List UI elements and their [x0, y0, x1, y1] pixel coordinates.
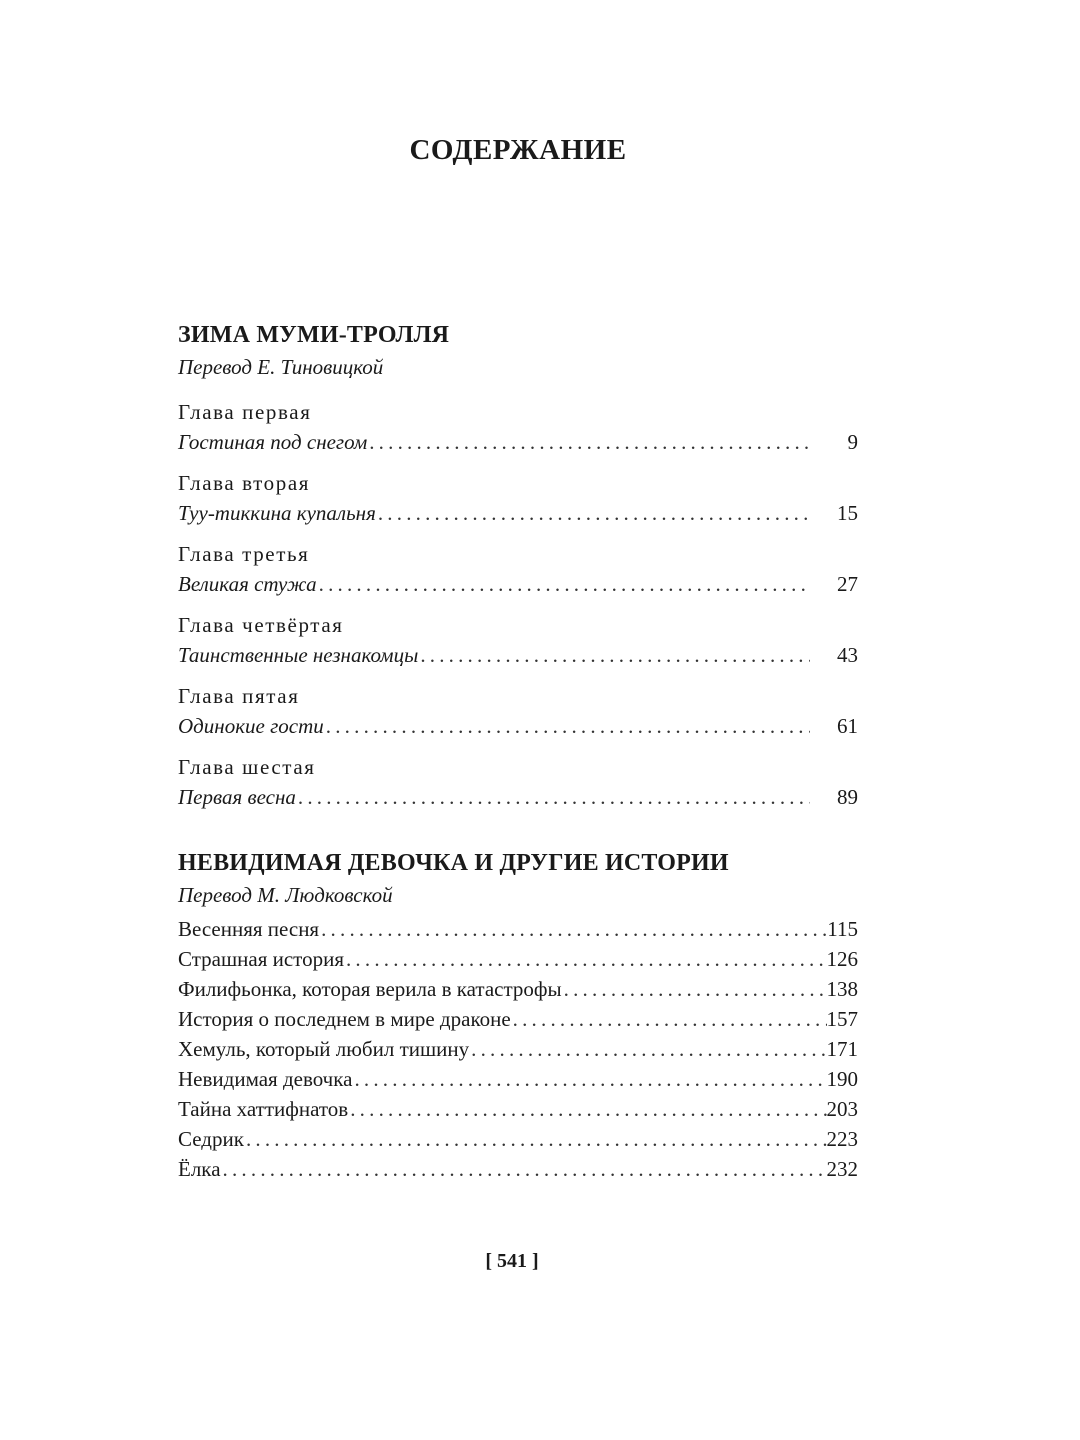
toc-entry[interactable]: [178, 944, 858, 974]
translator-credit: Перевод М. Людковской: [178, 883, 393, 907]
dot-leader: [420, 640, 810, 670]
page-ref: 61: [837, 714, 858, 738]
page-ref: 115: [827, 917, 858, 941]
page-ref: 171: [826, 1037, 858, 1061]
translator-credit: Перевод Е. Тиновицкой: [178, 355, 384, 379]
toc-entry[interactable]: [178, 914, 858, 944]
story-title: Страшная история: [178, 947, 344, 971]
toc-chapter: [178, 682, 858, 741]
chapter-title: Гостиная под снегом: [178, 430, 368, 454]
story-title: Хемуль, который любил тишину: [178, 1037, 470, 1061]
chapter-title: Одинокие гости: [178, 714, 324, 738]
dot-leader: [321, 914, 827, 944]
toc-section-winter: [178, 318, 858, 812]
page-ref: 138: [826, 977, 858, 1001]
toc-entry[interactable]: [178, 498, 858, 528]
toc-entry[interactable]: [178, 974, 858, 1004]
dot-leader: [223, 1154, 827, 1184]
dot-leader: [346, 944, 827, 974]
page-ref: 157: [826, 1007, 858, 1031]
dot-leader: [326, 711, 810, 741]
toc-entry[interactable]: [178, 1064, 858, 1094]
chapter-title: Таинственные незнакомцы: [178, 643, 419, 667]
toc-entry[interactable]: [178, 782, 858, 812]
section-title: ЗИМА МУМИ-ТРОЛЛЯ: [178, 322, 450, 348]
dot-leader: [513, 1004, 827, 1034]
story-title: Тайна хаттифнатов: [178, 1097, 349, 1121]
page-ref: 190: [826, 1067, 858, 1091]
dot-leader: [319, 569, 810, 599]
page-number: [ 541 ]: [485, 1250, 539, 1272]
page-ref: 126: [826, 947, 858, 971]
toc-chapter: [178, 611, 858, 670]
dot-leader: [246, 1124, 827, 1154]
chapter-label: Глава первая: [178, 400, 312, 424]
page-ref: 27: [837, 572, 858, 596]
dot-leader: [354, 1064, 826, 1094]
toc-entry[interactable]: [178, 1124, 858, 1154]
toc-entry[interactable]: [178, 640, 858, 670]
dot-leader: [471, 1034, 826, 1064]
dot-leader: [378, 498, 810, 528]
chapter-title: Великая стужа: [178, 572, 317, 596]
chapter-label: Глава четвёртая: [178, 613, 344, 637]
chapter-title: Туу-тиккина купальня: [178, 501, 376, 525]
story-title: Невидимая девочка: [178, 1067, 353, 1091]
page-ref: 89: [837, 785, 858, 809]
dot-leader: [298, 782, 810, 812]
dot-leader: [369, 427, 810, 457]
dot-leader: [564, 974, 827, 1004]
toc-entry[interactable]: [178, 711, 858, 741]
chapter-label: Глава шестая: [178, 755, 316, 779]
toc-chapter: [178, 753, 858, 812]
toc-entry[interactable]: [178, 1094, 858, 1124]
toc-chapter: [178, 540, 858, 599]
chapter-label: Глава третья: [178, 542, 310, 566]
page-ref: 15: [837, 501, 858, 525]
story-title: Филифьонка, которая верила в катастрофы: [178, 977, 562, 1001]
toc-entry[interactable]: [178, 569, 858, 599]
story-title: Седрик: [178, 1127, 244, 1151]
chapter-title: Первая весна: [178, 785, 296, 809]
page-ref: 9: [847, 430, 858, 454]
dot-leader: [350, 1094, 826, 1124]
toc-entry[interactable]: [178, 427, 858, 457]
story-title: История о последнем в мире драконе: [178, 1007, 511, 1031]
page-ref: 232: [826, 1157, 858, 1181]
toc-entry[interactable]: [178, 1034, 858, 1064]
page-title: СОДЕРЖАНИЕ: [409, 134, 627, 166]
chapter-label: Глава вторая: [178, 471, 311, 495]
section-title: НЕВИДИМАЯ ДЕВОЧКА И ДРУГИЕ ИСТОРИИ: [178, 850, 729, 876]
toc-entry[interactable]: [178, 1154, 858, 1184]
chapter-label: Глава пятая: [178, 684, 300, 708]
page-ref: 203: [826, 1097, 858, 1121]
toc-chapter: [178, 469, 858, 528]
story-title: Весенняя песня: [178, 917, 320, 941]
toc-chapter: [178, 398, 858, 457]
story-title: Ёлка: [178, 1157, 221, 1181]
page-ref: 223: [826, 1127, 858, 1151]
page-ref: 43: [837, 643, 858, 667]
toc-section-invisible-girl: [178, 846, 858, 1184]
toc-entry[interactable]: [178, 1004, 858, 1034]
